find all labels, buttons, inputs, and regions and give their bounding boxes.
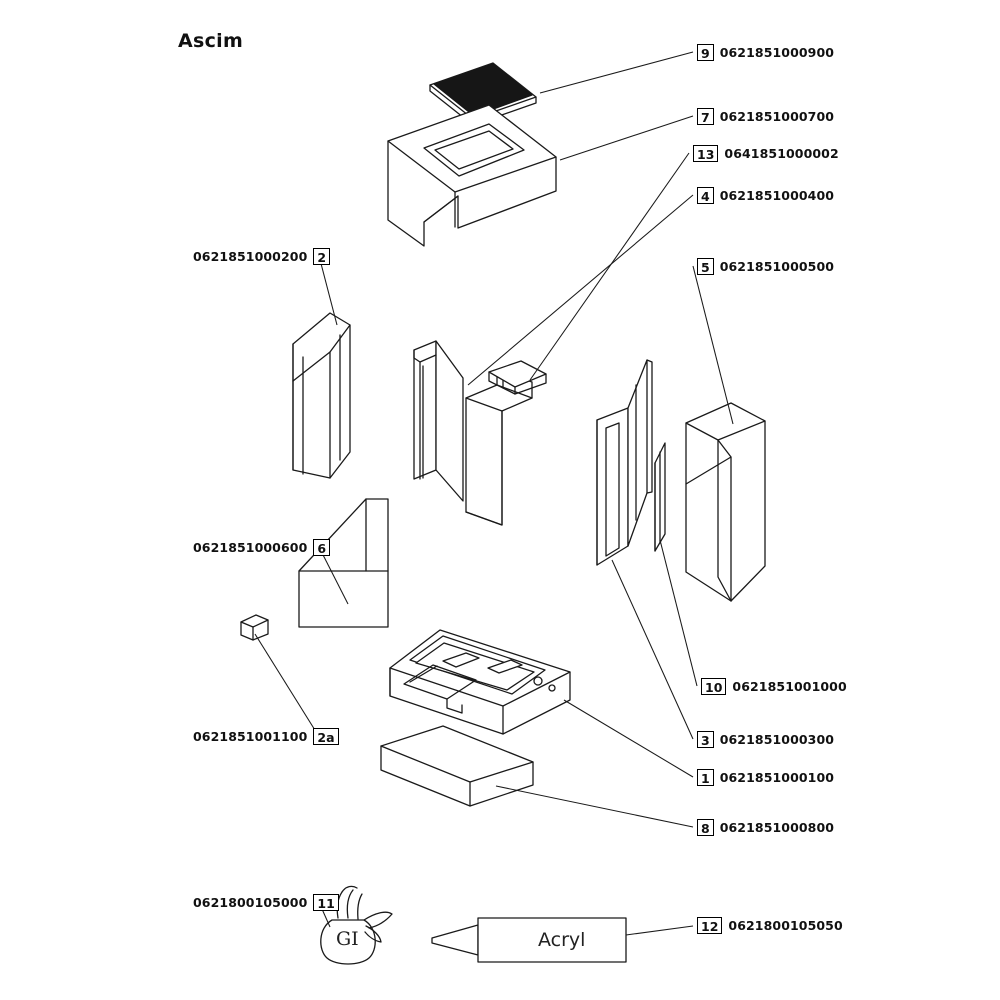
part-4-back-element [466, 361, 546, 525]
callout-7-code: 0621851000700 [719, 108, 835, 124]
callout-1-code: 0621851000100 [719, 769, 835, 785]
part-1-base-unit [390, 630, 570, 734]
callout-8-number: 8 [697, 819, 714, 836]
callout-7-number: 7 [697, 108, 714, 125]
callout-2[interactable] [193, 246, 330, 266]
part-5-right-panel [686, 403, 765, 601]
acryl-label: Acryl [538, 929, 586, 951]
callout-13-number: 13 [693, 145, 718, 162]
callout-11-number: 11 [313, 894, 338, 911]
callout-3-code: 0621851000300 [719, 731, 835, 747]
part-6-l-panel [299, 499, 388, 627]
callout-2a-number: 2a [313, 728, 338, 745]
page-title: Ascim [178, 30, 244, 52]
part-10-glass-strip [655, 443, 665, 551]
callout-7[interactable] [697, 106, 834, 126]
callout-3[interactable] [697, 729, 834, 749]
callout-2a-code: 0621851001100 [193, 728, 308, 744]
callout-13[interactable] [693, 143, 839, 163]
callout-5-number: 5 [697, 258, 714, 275]
part-2-left-panel [293, 313, 350, 478]
callout-1-number: 1 [697, 769, 714, 786]
part-2a-block [241, 615, 268, 640]
callout-2a[interactable] [193, 726, 339, 746]
callout-6[interactable] [193, 537, 330, 557]
bag-label: GI [336, 928, 359, 950]
callout-10-number: 10 [701, 678, 726, 695]
callout-6-number: 6 [313, 539, 330, 556]
callout-9[interactable] [697, 42, 834, 62]
callout-5-code: 0621851000500 [719, 258, 835, 274]
callout-10-code: 0621851001000 [732, 678, 847, 694]
callout-12-code: 0621800105050 [728, 917, 843, 933]
callout-13-code: 0641851000002 [724, 145, 839, 161]
callout-2-code: 0621851000200 [193, 248, 308, 264]
callout-2-number: 2 [313, 248, 330, 265]
callout-3-number: 3 [697, 731, 714, 748]
callout-11-code: 0621800105000 [193, 894, 308, 910]
callout-12-number: 12 [697, 917, 722, 934]
part-3-glass-frame [597, 360, 652, 565]
callout-5[interactable] [697, 256, 834, 276]
callout-8-code: 0621851000800 [719, 819, 835, 835]
callout-4[interactable] [697, 185, 834, 205]
callout-11[interactable] [193, 892, 339, 912]
callout-9-code: 0621851000900 [719, 44, 835, 60]
callout-4-number: 4 [697, 187, 714, 204]
callout-1[interactable] [697, 767, 834, 787]
part-13-plate [414, 341, 463, 501]
callout-10[interactable] [701, 676, 847, 696]
callout-8[interactable] [697, 817, 834, 837]
callout-4-code: 0621851000400 [719, 187, 835, 203]
part-8-bottom-bar [381, 726, 533, 806]
callout-6-code: 0621851000600 [193, 539, 308, 555]
part-7-top-housing [388, 105, 556, 246]
callout-12[interactable] [697, 915, 843, 935]
part-12-acryl-cartridge [432, 918, 626, 962]
callout-9-number: 9 [697, 44, 714, 61]
